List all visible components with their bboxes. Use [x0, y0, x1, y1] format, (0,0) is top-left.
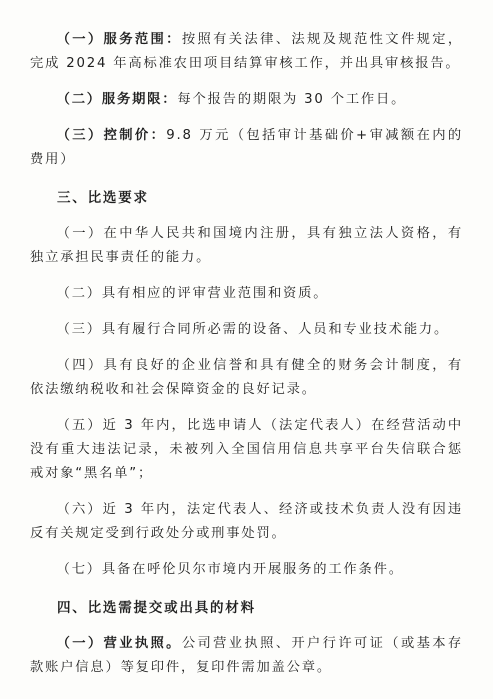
control-price-label: （三）控制价： — [56, 128, 167, 143]
requirement-item-7: （七）具备在呼伦贝尔市境内开展服务的工作条件。 — [56, 562, 404, 577]
service-period-paragraph — [30, 88, 463, 112]
section-heading-materials: 四、比选需提交或出具的材料 — [57, 600, 256, 616]
requirement-item-4: （四）具有良好的企业信誉和具有健全的财务会计制度，有依法缴纳税收和社会保障资金的良好记录。 — [30, 358, 463, 397]
service-scope-text: 按照有关法律、法规及规范性文件规定，完成 2024 年高标准农田项目结算审核工作，并出具审核报告。 — [30, 32, 463, 71]
service-scope-label: （一）服务范围： — [56, 32, 182, 47]
section-heading-requirements: 三、比选要求 — [57, 190, 149, 206]
requirement-item-6: （六）近 3 年内，法定代表人、经济或技术负责人没有因违反有关规定受到行政处分或刑事处罚。 — [30, 502, 463, 541]
requirement-item-1: （一）在中华人民共和国境内注册，具有独立法人资格，有独立承担民事责任的能力。 — [30, 226, 463, 265]
service-period-text: 每个报告的期限为 30 个工作日。 — [177, 92, 407, 107]
control-price-paragraph — [30, 124, 463, 172]
business-license-text: 公司营业执照、开户行许可证（或基本存款账户信息）等复印件，复印件需加盖公章。 — [30, 636, 463, 675]
requirement-item-3: （三）具有履行合同所必需的设备、人员和专业技术能力。 — [56, 322, 450, 337]
service-scope-paragraph — [30, 28, 463, 76]
materials-item-1 — [30, 632, 463, 680]
requirement-item-5: （五）近 3 年内，比选申请人（法定代表人）在经营活动中没有重大违法记录，未被列入全国信用信息共享平台失信联合惩戒对象“黑名单”； — [30, 418, 463, 481]
requirement-item-2: （二）具有相应的评审营业范围和资质。 — [56, 286, 329, 301]
service-period-label: （二）服务期限： — [56, 92, 178, 107]
control-price-text: 9.8 万元（包括审计基础价+审减额在内的费用） — [30, 128, 463, 167]
business-license-label: （一）营业执照。 — [56, 636, 182, 651]
